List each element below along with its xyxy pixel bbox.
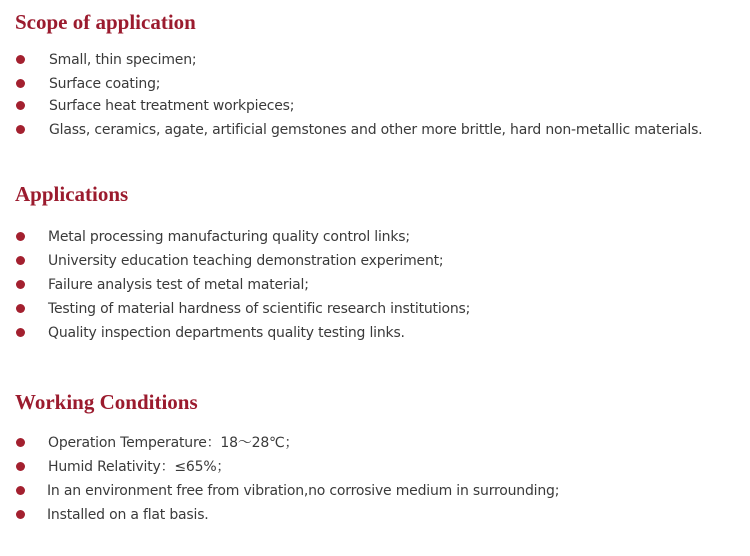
list-item bbox=[0, 480, 740, 502]
list-item-text: Testing of material hardness of scientific research institutions; bbox=[48, 301, 471, 317]
bullet-icon bbox=[16, 328, 25, 337]
list-item bbox=[0, 504, 740, 526]
list-item-text: University education teaching demonstration experiment; bbox=[48, 253, 444, 269]
bullet-icon bbox=[16, 232, 25, 241]
list-item bbox=[0, 49, 740, 71]
list-item-text: Humid Relativity：≤65%； bbox=[48, 459, 231, 475]
list-item-text: Failure analysis test of metal material; bbox=[48, 277, 309, 293]
section-title-scope: Scope of application bbox=[15, 10, 196, 34]
bullet-icon bbox=[16, 438, 25, 447]
list-item bbox=[0, 432, 740, 454]
list-item bbox=[0, 250, 740, 272]
bullet-icon bbox=[16, 79, 25, 88]
list-item bbox=[0, 456, 740, 478]
list-item-text: Small, thin specimen; bbox=[49, 52, 197, 68]
list-item-text: Surface coating; bbox=[49, 76, 161, 92]
bullet-icon bbox=[16, 280, 25, 289]
bullet-icon bbox=[16, 304, 25, 313]
bullet-icon bbox=[16, 55, 25, 64]
list-item-text: In an environment free from vibration,no corrosive medium in surrounding; bbox=[47, 483, 560, 499]
list-item-text: Surface heat treatment workpieces; bbox=[49, 98, 295, 114]
list-item bbox=[0, 226, 740, 248]
list-item bbox=[0, 298, 740, 320]
list-item-text: Quality inspection departments quality testing links. bbox=[48, 325, 405, 341]
list-item-text: Operation Temperature：18～28℃； bbox=[48, 435, 299, 451]
section-title-working-conditions: Working Conditions bbox=[15, 390, 198, 414]
list-item bbox=[0, 73, 740, 95]
list-item bbox=[0, 274, 740, 296]
bullet-icon bbox=[16, 462, 25, 471]
list-item-text: Installed on a flat basis. bbox=[47, 507, 209, 523]
bullet-icon bbox=[16, 486, 25, 495]
list-item bbox=[0, 322, 740, 344]
bullet-icon bbox=[16, 256, 25, 265]
list-item-text: Metal processing manufacturing quality control links; bbox=[48, 229, 410, 245]
list-item bbox=[0, 119, 740, 141]
bullet-icon bbox=[16, 510, 25, 519]
bullet-icon bbox=[16, 101, 25, 110]
section-title-applications: Applications bbox=[15, 182, 129, 206]
list-item-text: Glass, ceramics, agate, artificial gemstones and other more brittle, hard non-metallic materials. bbox=[49, 122, 703, 138]
bullet-icon bbox=[16, 125, 25, 134]
list-item bbox=[0, 95, 740, 117]
